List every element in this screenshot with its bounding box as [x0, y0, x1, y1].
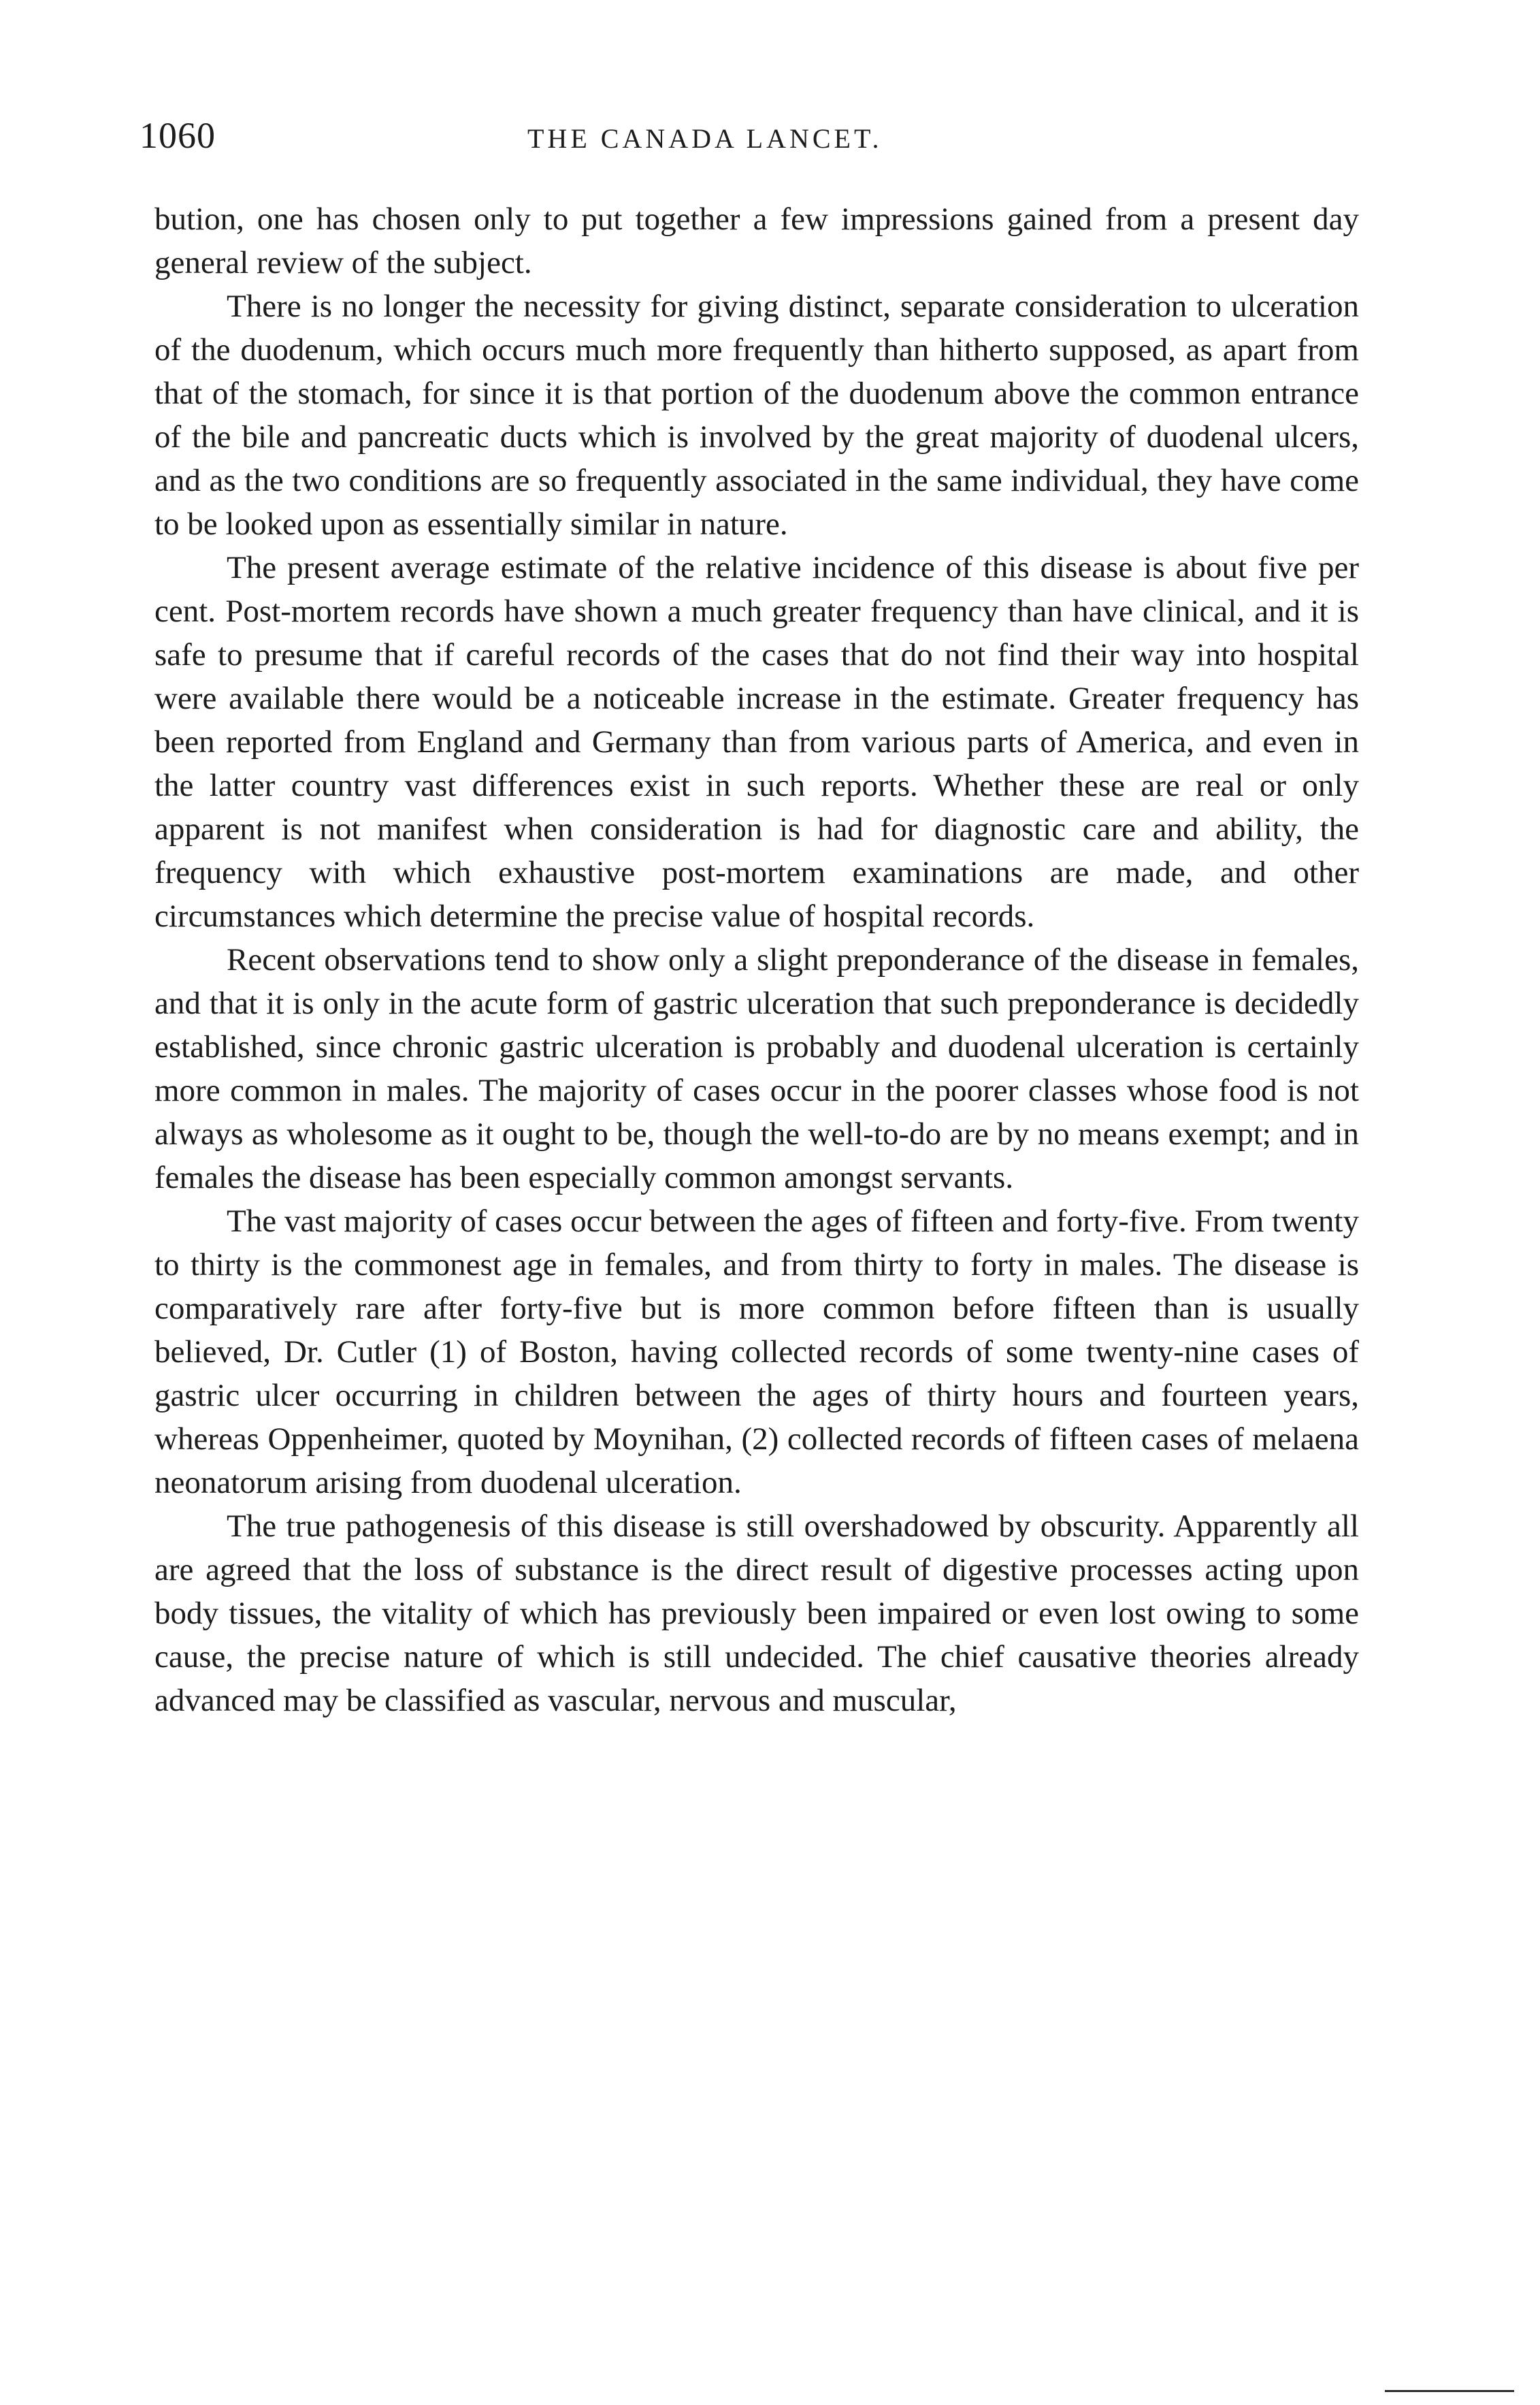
- body-text: [154, 197, 1359, 1722]
- paragraph-4: Recent observations tend to show only a slight preponderance of the disease in females, and that it is only in the acute form of gastric ulceration that such preponderance is decidedly established, since chronic gastric ulceration is probably and duodenal ulceration is certainly more common in males. The majority of cases occur in the poorer classes whose food is not always as wholesome as it ought to be, though the well-to-do are by no means exempt; and in females the disease has been especially common amongst servants.: [154, 942, 1359, 1195]
- page-number: 1060: [140, 115, 216, 156]
- paragraph-6: The true pathogenesis of this disease is still overshadowed by obscurity. Apparently all are agreed that the loss of substance is the direct result of digestive processes acting upon body tissues, the vitality of which has previously been impaired or even lost owing to some cause, the precise nature of which is still undecided. The chief causative theories already advanced may be classified as vascular, nervous and muscular,: [154, 1508, 1359, 1718]
- paragraph-5: The vast majority of cases occur between the ages of fifteen and forty-five. From twenty to thirty is the commonest age in females, and from thirty to forty in males. The disease is comparatively rare after forty-five but is more common before fifteen than is usually believed, Dr. Cutler (1) of Boston, having collected records of some twenty-nine cases of gastric ulcer occurring in children between the ages of thirty hours and fourteen years, whereas Oppenheimer, quoted by Moynihan, (2) collected records of fifteen cases of melaena neonatorum arising from duodenal ulceration.: [154, 1204, 1359, 1500]
- paragraph-2: There is no longer the necessity for giving distinct, separate consideration to ulceration of the duodenum, which occurs much more frequently than hitherto supposed, as apart from that of the stomach, for since it is that portion of the duodenum above the common entrance of the bile and pancreatic ducts which is involved by the great majority of duodenal ulcers, and as the two conditions are so frequently associated in the same individual, they have come to be looked upon as essentially similar in nature.: [154, 289, 1359, 542]
- page-header: [140, 114, 1364, 169]
- paragraph-1: bution, one has chosen only to put together a few impressions gained from a present day general review of the subject.: [154, 201, 1359, 280]
- paragraph-3: The present average estimate of the relative incidence of this disease is about five per cent. Post-mortem records have shown a much greater frequency than have clinical, and it is safe to presume that if careful records of the cases that do not find their way into hospital were available there would be a noticeable increase in the estimate. Greater frequency has been reported from England and Germany than from various parts of America, and even in the latter country vast differences exist in such reports. Whether these are real or only apparent is not manifest when consideration is had for diagnostic care and ability, the frequency with which exhaustive post-mortem examinations are made, and other circumstances which determine the precise value of hospital records.: [154, 550, 1359, 934]
- running-head: THE CANADA LANCET.: [527, 123, 883, 154]
- footer-rule: [1385, 2390, 1514, 2392]
